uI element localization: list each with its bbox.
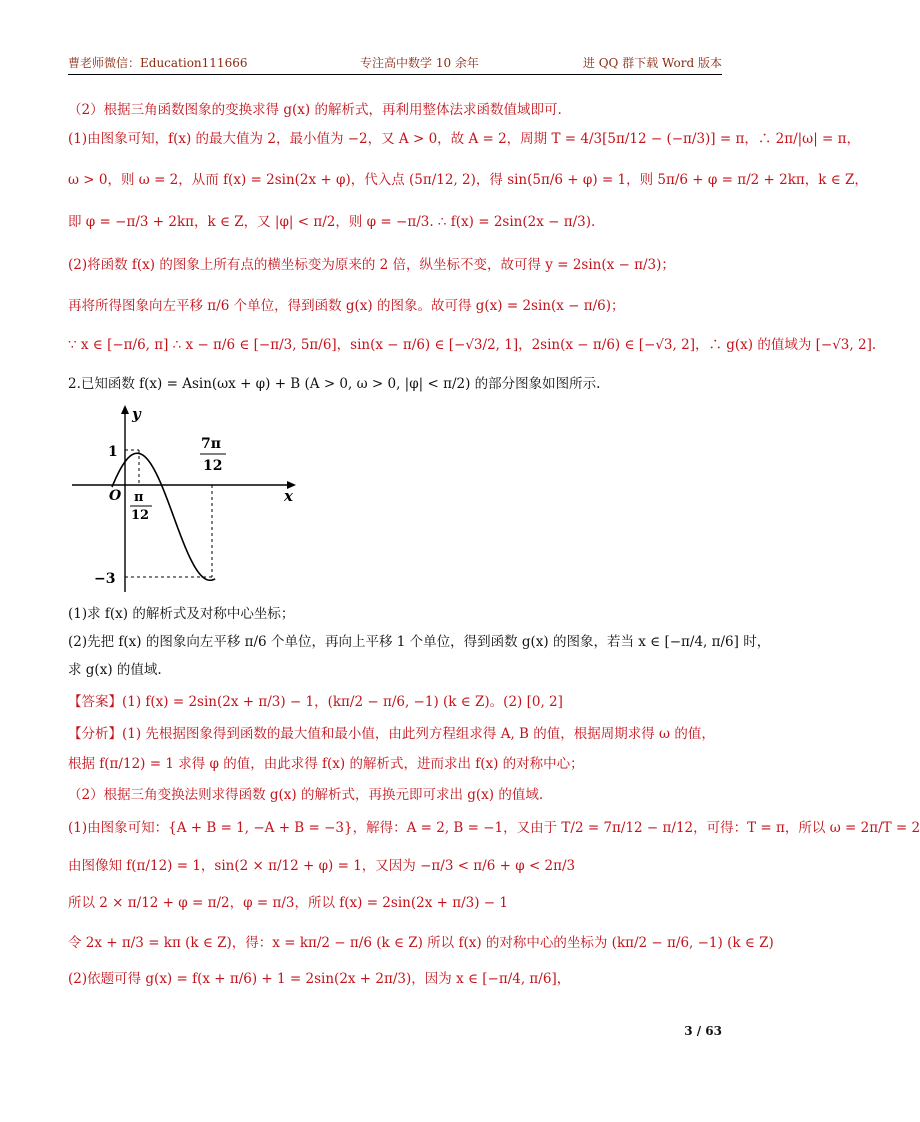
- page-number: 3 / 63: [684, 1024, 722, 1038]
- text-line: (1)求 f(x) 的解析式及对称中心坐标；: [68, 606, 295, 622]
- text-line: 由图像知 f(π/12) = 1，sin(2 × π/12 + φ) = 1，又因为 −π/3 < π/6 + φ < 2π/3: [68, 858, 576, 874]
- text-line: (1)由图象可知：{A + B = 1, −A + B = −3}，解得：A = 2, B = −1，又由于 T/2 = 7π/12 − π/12，可得：T = π，所以 ω = 2π/T = 2: [68, 820, 920, 836]
- x-mark-2-num: 7π: [201, 436, 221, 452]
- x-mark-1-num: π: [134, 490, 144, 505]
- text-line: 所以 2 × π/12 + φ = π/2，φ = π/3，所以 f(x) = 2sin(2x + π/3) − 1: [68, 895, 508, 911]
- sine-curve: [112, 453, 215, 580]
- function-graph: [70, 402, 302, 594]
- text-line: 即 φ = −π/3 + 2kπ，k ∈ Z，又 |φ| < π/2，则 φ = −π/3. ∴ f(x) = 2sin(2x − π/3).: [68, 214, 596, 230]
- text-line: ω > 0，则 ω = 2，从而 f(x) = 2sin(2x + φ)，代入点 (5π/12, 2)，得 sin(5π/6 + φ) = 1，则 5π/6 + φ = π/2 + 2kπ，k ∈ Z，: [68, 172, 868, 188]
- header-rule: [68, 74, 722, 75]
- text-line: 求 g(x) 的值域.: [68, 662, 162, 678]
- y-axis-label: y: [132, 405, 141, 423]
- text-line: ∵ x ∈ [−π/6, π] ∴ x − π/6 ∈ [−π/3, 5π/6]，sin(x − π/6) ∈ [−√3/2, 1]，2sin(x − π/6) ∈ [−√3, 2]，∴ g(x) 的值域为 [−√3, 2].: [68, 337, 877, 353]
- max-label: 1: [108, 444, 118, 460]
- text-line: (1)由图象可知，f(x) 的最大值为 2，最小值为 −2，又 A > 0，故 A = 2，周期 T = 4/3[5π/12 − (−π/3)] = π，∴ 2π/|ω| = π，: [68, 131, 861, 147]
- text-line: 【答案】(1) f(x) = 2sin(2x + π/3) − 1，(kπ/2 − π/6, −1) (k ∈ Z)。(2) [0, 2]: [68, 694, 563, 710]
- text-line: （2）根据三角变换法则求得函数 g(x) 的解析式，再换元即可求出 g(x) 的值域.: [68, 787, 544, 803]
- min-label: −3: [94, 571, 116, 587]
- text-line: 【分析】(1) 先根据图象得到函数的最大值和最小值，由此列方程组求得 A, B 的值，根据周期求得 ω 的值，: [68, 726, 715, 742]
- text-line: (2)将函数 f(x) 的图象上所有点的横坐标变为原来的 2 倍，纵坐标不变，故可得 y = 2sin(x − π/3)；: [68, 257, 675, 273]
- text-line: 根据 f(π/12) = 1 求得 φ 的值，由此求得 f(x) 的解析式，进而求出 f(x) 的对称中心；: [68, 756, 584, 772]
- x-axis-label: x: [284, 487, 293, 505]
- x-mark-1-den: 12: [131, 508, 150, 523]
- y-axis-arrow: [121, 405, 129, 414]
- text-line: 令 2x + π/3 = kπ (k ∈ Z)，得：x = kπ/2 − π/6 (k ∈ Z) 所以 f(x) 的对称中心的坐标为 (kπ/2 − π/6, −1) (k ∈ Z): [68, 935, 774, 951]
- text-line: (2)先把 f(x) 的图象向左平移 π/6 个单位，再向上平移 1 个单位，得到函数 g(x) 的图象，若当 x ∈ [−π/4, π/6] 时，: [68, 634, 771, 650]
- text-line: 2.已知函数 f(x) = Asin(ωx + φ) + B (A > 0, ω > 0, |φ| < π/2) 的部分图象如图所示.: [68, 376, 601, 392]
- header-center: 专注高中数学 10 余年: [360, 56, 479, 70]
- header-left: 曹老师微信：Education111666: [68, 56, 248, 70]
- x-mark-2-den: 12: [203, 458, 223, 474]
- header-right: 进 QQ 群下载 Word 版本: [582, 56, 722, 70]
- page-header: [68, 54, 722, 72]
- text-line: 再将所得图象向左平移 π/6 个单位，得到函数 g(x) 的图象。故可得 g(x) = 2sin(x − π/6)；: [68, 298, 625, 314]
- text-line: (2)依题可得 g(x) = f(x + π/6) + 1 = 2sin(2x + 2π/3)，因为 x ∈ [−π/4, π/6]，: [68, 971, 571, 987]
- text-line: （2）根据三角函数图象的变换求得 g(x) 的解析式，再利用整体法求函数值域即可.: [68, 102, 562, 118]
- origin-label: O: [109, 488, 122, 504]
